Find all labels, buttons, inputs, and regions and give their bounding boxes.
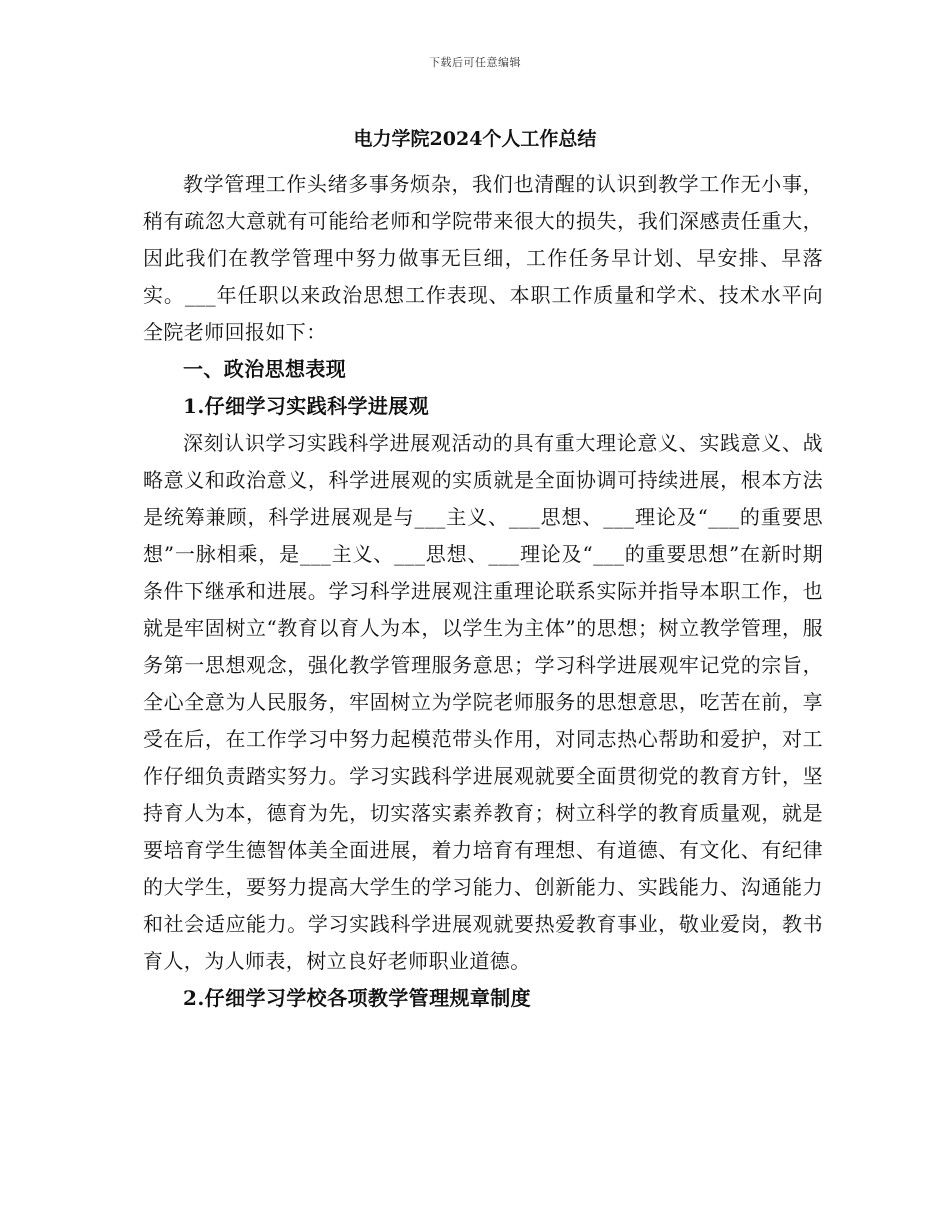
subheading-scientific-outlook: 1.仔细学习实践科学进展观 — [183, 394, 430, 418]
paragraph-scientific-outlook: 深刻认识学习实践科学进展观活动的具有重大理论意义、实践意义、战略意义和政治意义，科学进展观的实质就是全面协调可持续进展，根本方法是统筹兼顾，科学进展观是与___主义、___思想、___理论及“___的重要思想”一脉相乘，是___主义、___思想、___理论及“___的重要思想”在新时期条件下继承和进展。学习科学进展观注重理论联系实际并指导本职工作，也就是牢固树立“教育以育人为本，以学生为主体”的思想；树立教学管理，服务第一思想观念，强化教学管理服务意思；学习科学进展观牢记党的宗旨，全心全意为人民服务，牢固树立为学院老师服务的思想意思，吃苦在前，享受在后，在工作学习中努力起模范带头作用，对同志热心帮助和爱护，对工作仔细负责踏实努力。学习实践科学进展观就要全面贯彻党的教育方针，坚持育人为本，德育为先，切实落实素养教育；树立科学的教育质量观，就是要培育学生德智体美全面进展，着力培育有理想、有道德、有文化、有纪律的大学生，要努力提高大学生的学习能力、创新能力、实践能力、沟通能力和社会适应能力。学习实践科学进展观就要热爱教育事业，敬业爱岗，教书育人，为人师表，树立良好老师职业道德。 — [143, 431, 823, 973]
intro-paragraph: 教学管理工作头绪多事务烦杂，我们也清醒的认识到教学工作无小事，稍有疏忽大意就有可能给老师和学院带来很大的损失，我们深感责任重大，因此我们在教学管理中努力做事无巨细，工作任务早计划、早安排、早落实。___年任职以来政治思想工作表现、本职工作质量和学术、技术水平向全院老师回报如下： — [143, 172, 823, 344]
document-title: 电力学院2024个人工作总结 — [353, 128, 597, 150]
subheading-regulations: 2.仔细学习学校各项教学管理规章制度 — [183, 986, 532, 1010]
document-body — [143, 166, 823, 1017]
section-heading-political: 一、政治思想表现 — [183, 357, 347, 381]
header-note: 下载后可任意编辑 — [429, 56, 521, 69]
